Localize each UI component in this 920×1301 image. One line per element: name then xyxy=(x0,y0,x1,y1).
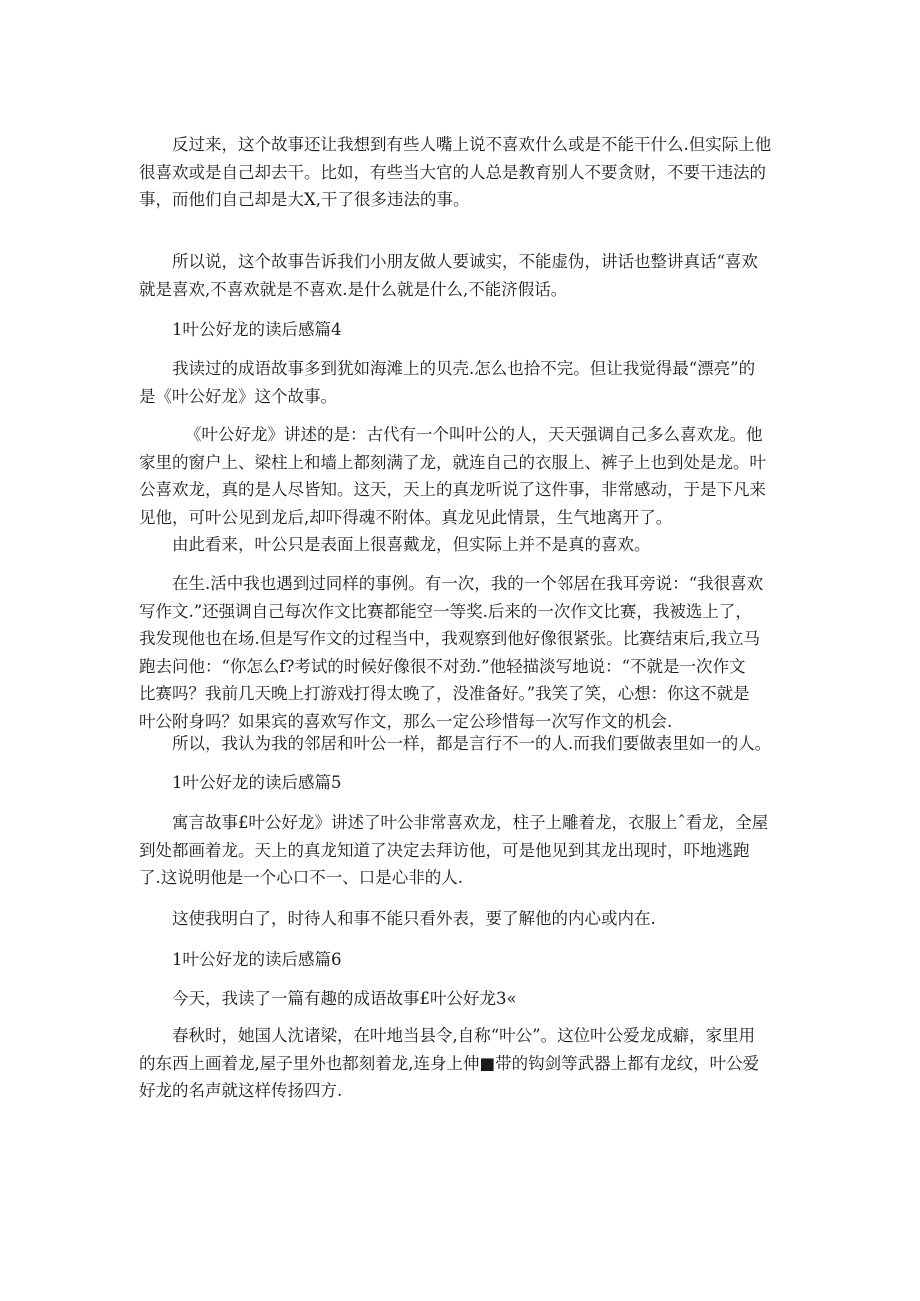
text-line: 跑去问他：“你怎么f?考试的时候好像很不对劲.”他轻描淡写地说：“不就是一次作文 xyxy=(139,656,746,676)
section-heading-6 xyxy=(139,946,789,974)
paragraph-6 xyxy=(139,570,789,735)
text-line: 我读过的成语故事多到犹如海滩上的贝壳.怎么也拾不完。但让我觉得最“漂亮”的 xyxy=(172,359,756,378)
text-line: 由此看来，叶公只是表面上很喜戴龙，但实际上并不是真的喜欢。 xyxy=(172,535,651,554)
paragraph-8 xyxy=(139,809,789,892)
paragraph-4 xyxy=(139,421,789,531)
text-line: 见他，可叶公见到龙后,却吓得魂不附体。真龙见此情景，生气地离开了。 xyxy=(139,507,673,527)
text-line: 写作文.”还强调自己每次作文比赛都能空一等奖.后来的一次作文比赛，我被选上了， xyxy=(139,601,752,621)
text-line: 寓言故事£叶公好龙》讲述了叶公非常喜欢龙，柱子上雕着龙，衣服上ˆ看龙，全屋 xyxy=(172,813,769,832)
paragraph-9 xyxy=(139,905,789,933)
text-line: 的东西上画着龙,屋子里外也都刻着龙,连身上伸■带的钩剑等武器上都有龙纹，叶公爱 xyxy=(139,1053,760,1073)
text-line: 叶公附身吗？如果宾的喜欢写作文，那么一定公珍惜每一次写作文的机会. xyxy=(139,711,673,731)
text-line: 所以，我认为我的邻居和叶公一样，都是言行不一的人.而我们要做表里如一的人。 xyxy=(172,734,772,753)
text-line: 是《叶公好龙》这个故事。 xyxy=(139,386,337,406)
text-line: 比赛吗？我前几天晚上打游戏打得太晚了，没准备好。”我笑了笑，心想：你这不就是 xyxy=(139,684,750,703)
text-line: 公喜欢龙，真的是人尽皆知。这天，天上的真龙听说了这件事，非常感动，于是下凡来 xyxy=(139,480,766,499)
paragraph-2 xyxy=(139,248,789,303)
paragraph-5 xyxy=(139,531,789,559)
text-line: 在生.活中我也遇到过同样的事例。有一次，我的一个邻居在我耳旁说：“我很喜欢 xyxy=(172,574,764,593)
text-line: 今天，我读了一篇有趣的成语故事£叶公好龙3« xyxy=(172,989,517,1008)
section-heading: 1叶公好龙的读后感篇4 xyxy=(172,320,342,339)
section-heading-4 xyxy=(139,316,789,344)
text-line: 所以说，这个故事告诉我们小朋友做人要诚实，不能虚伪，讲话也整讲真话“喜欢 xyxy=(172,252,758,271)
text-line: 好龙的名声就这样传扬四方. xyxy=(139,1081,343,1100)
text-line: 这使我明白了，时待人和事不能只看外表，要了解他的内心或内在. xyxy=(172,909,656,928)
text-line: 了.这说明他是一个心口不一、口是心非的人. xyxy=(139,868,463,887)
text-line: 事，而他们自己却是大X,干了很多违法的事。 xyxy=(139,190,470,209)
section-heading: 1叶公好龙的读后感篇5 xyxy=(172,773,342,792)
text-line: 家里的窗户上、梁柱上和墙上都刻满了龙，就连自己的衣服上、裤子上也到处是龙。叶 xyxy=(139,452,766,472)
text-line: 春秋时，她国人沈诸梁，在叶地当县令,自称“叶公”。这位叶公爱龙成癖，家里用 xyxy=(172,1026,756,1045)
text-line: 我发现他也在场.但是写作文的过程当中，我观察到他好像很紧张。比赛结束后,我立马 xyxy=(139,629,760,648)
text-line: 就是喜欢,不喜欢就是不喜欢.是什么就是什么,不能济假话。 xyxy=(139,279,568,299)
section-heading-5 xyxy=(139,769,789,797)
section-heading: 1叶公好龙的读后感篇6 xyxy=(172,950,342,969)
text-line: 很喜欢或是自己却去干。比如，有些当大官的人总是教育别人不要贪财，不要干违法的 xyxy=(139,162,766,182)
paragraph-1 xyxy=(139,131,789,214)
paragraph-10 xyxy=(139,985,789,1013)
text-line: 《叶公好龙》讲述的是：古代有一个叫叶公的人，天天强调自己多么喜欢龙。他 xyxy=(185,425,763,444)
paragraph-3 xyxy=(139,355,789,410)
paragraph-7 xyxy=(139,730,789,758)
text-line: 反过来，这个故事还让我想到有些人嘴上说不喜欢什么或是不能干什么.但实际上他 xyxy=(172,135,772,154)
text-line: 到处都画着龙。天上的真龙知道了决定去拜访他，可是他见到其龙出现时，吓地逃跑 xyxy=(139,840,750,860)
paragraph-11 xyxy=(139,1022,789,1105)
